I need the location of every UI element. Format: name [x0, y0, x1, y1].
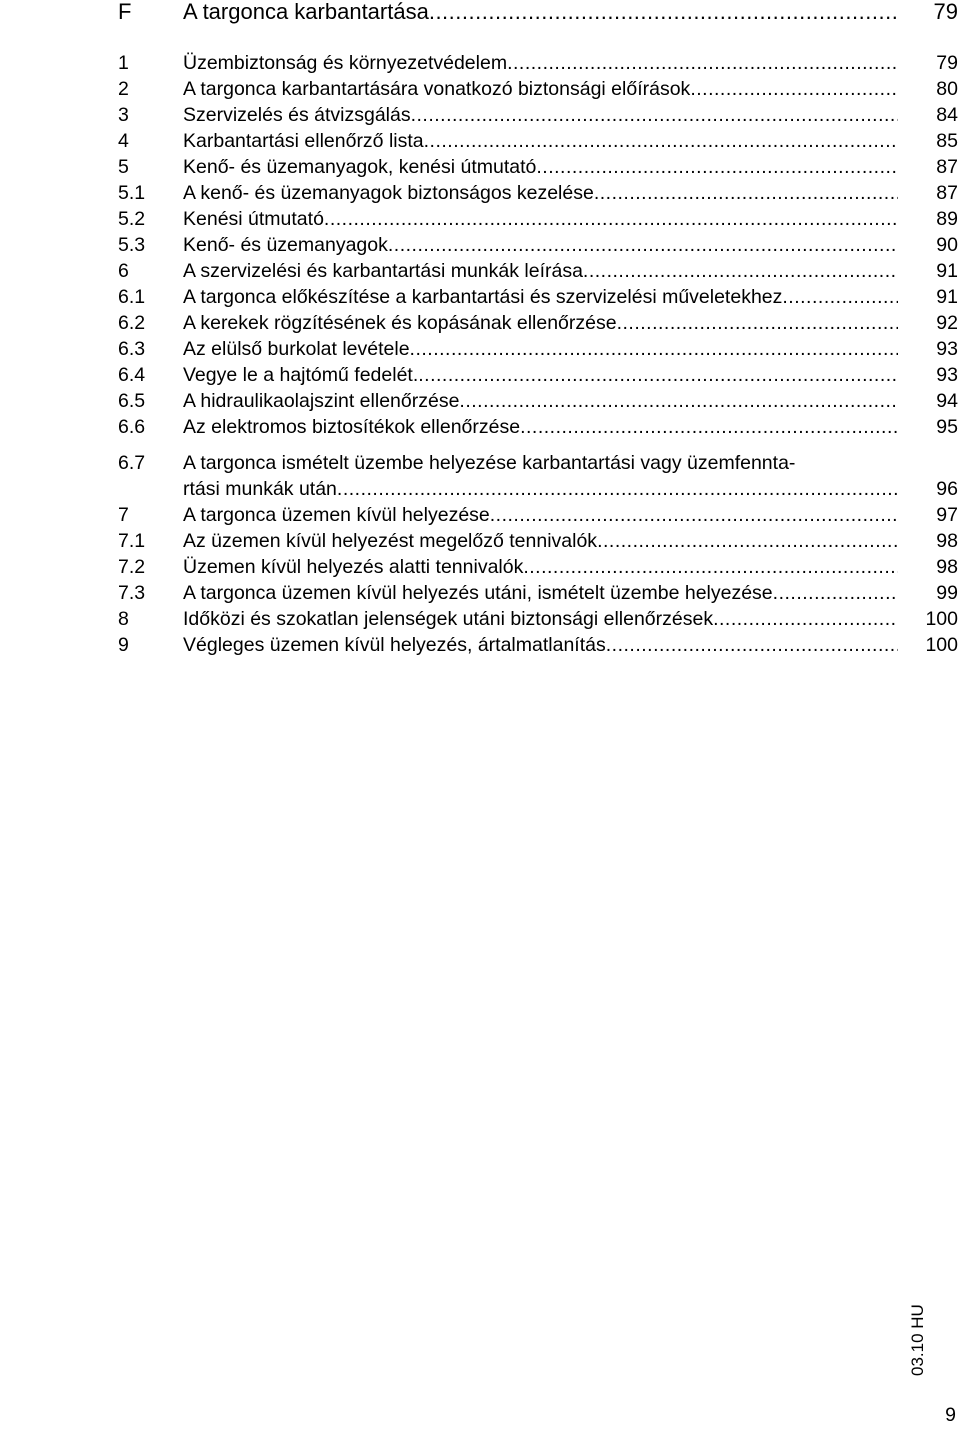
toc-entry-number: 6.3	[118, 338, 146, 360]
toc-entry-title: Üzembiztonság és környezetvédelem	[183, 52, 508, 74]
toc-leader-dots	[324, 206, 898, 232]
toc-leader-dots	[507, 50, 898, 76]
toc-entry-title: Karbantartási ellenőrző lista	[183, 130, 424, 152]
toc-entry[interactable]	[118, 528, 958, 554]
toc-entry-number: 6.4	[118, 364, 146, 386]
toc-entry[interactable]	[118, 258, 958, 284]
toc-entry-page: 98	[936, 530, 958, 552]
toc-entry-number: 7.1	[118, 530, 146, 552]
toc-leader-dots	[410, 336, 898, 362]
toc-entry-number: 6	[118, 260, 129, 282]
toc-entry-title: Az üzemen kívül helyezést megelőző tennivalók	[183, 530, 598, 552]
toc-entry-page: 95	[936, 416, 958, 438]
toc-leader-dots	[337, 476, 898, 502]
toc-leader-dots	[523, 554, 898, 580]
toc-entry[interactable]	[118, 128, 958, 154]
toc-entry[interactable]	[118, 388, 958, 414]
document-code: 03.10 HU	[908, 1304, 927, 1376]
toc-entry-page: 92	[936, 312, 958, 334]
toc-entry-page: 91	[936, 286, 958, 308]
toc-heading-number: F	[118, 0, 132, 24]
toc-heading-page: 79	[933, 0, 958, 24]
toc-entry-page: 90	[936, 234, 958, 256]
toc-entry-page: 100	[925, 634, 958, 656]
toc-entry-number: 1	[118, 52, 129, 74]
toc-entry[interactable]	[118, 606, 958, 632]
toc-entry-page: 89	[936, 208, 958, 230]
toc-entry-number: 6.1	[118, 286, 146, 308]
toc-entry[interactable]	[118, 554, 958, 580]
toc-leader-dots	[411, 102, 898, 128]
toc-leader-dots	[583, 258, 898, 284]
toc-entry-title: Vegye le a hajtómű fedelét.	[183, 364, 419, 386]
toc-entry-title: A targonca előkészítése a karbantartási és szervizelési műveletekhez	[183, 286, 783, 308]
toc-entry-title: Kenési útmutató	[183, 208, 324, 230]
toc-entry[interactable]	[118, 580, 958, 606]
toc-entry[interactable]	[118, 232, 958, 258]
toc-leader-dots	[597, 528, 898, 554]
toc-entry[interactable]	[118, 284, 958, 310]
toc-entry-number: 5.2	[118, 208, 146, 230]
toc-leader-dots	[606, 632, 898, 658]
toc-leader-dots	[713, 606, 898, 632]
toc-entry-page: 79	[936, 52, 958, 74]
toc-entry-title: Szervizelés és átvizsgálás	[183, 104, 411, 126]
toc-entry-page: 87	[936, 156, 958, 178]
toc-entry-title: Kenő- és üzemanyagok	[183, 234, 388, 256]
toc-entry-number: 7	[118, 504, 129, 526]
toc-entry-number: 6.2	[118, 312, 146, 334]
toc-entry-title: A szervizelési és karbantartási munkák leírása	[183, 260, 583, 282]
toc-entry-number: 5	[118, 156, 129, 178]
toc-entry-page: 94	[936, 390, 958, 412]
toc-entry[interactable]	[118, 180, 958, 206]
toc-entry-title: A hidraulikaolajszint ellenőrzése	[183, 390, 460, 412]
toc-entry[interactable]	[118, 362, 958, 388]
toc-leader-dots	[617, 310, 898, 336]
toc-entry-title: Az elülső burkolat levétele	[183, 338, 410, 360]
toc-entry-title: Kenő- és üzemanyagok, kenési útmutató	[183, 156, 537, 178]
toc-leader-dots	[690, 76, 898, 102]
toc-entry-page: 91	[936, 260, 958, 282]
toc-entry[interactable]	[118, 206, 958, 232]
toc-entry[interactable]	[118, 50, 958, 76]
toc-entry-page: 96	[936, 478, 958, 500]
toc-leader-dots	[773, 580, 898, 606]
toc-entry[interactable]	[118, 310, 958, 336]
toc-entry-number: 6.7	[118, 452, 146, 474]
toc-heading[interactable]	[118, 0, 958, 26]
toc-entry-number: 5.3	[118, 234, 146, 256]
toc-entry-page: 100	[925, 608, 958, 630]
toc-entry-title: A targonca üzemen kívül helyezés utáni, ismételt üzembe helyezése	[183, 582, 773, 604]
toc-entry-title: Végleges üzemen kívül helyezés, ártalmatlanítás	[183, 634, 606, 656]
toc-heading-title: A targonca karbantartása	[183, 0, 429, 24]
toc-entry-number: 7.2	[118, 556, 146, 578]
toc-entry-page: 85	[936, 130, 958, 152]
toc-entry-title: Időközi és szokatlan jelenségek utáni biztonsági ellenőrzések	[183, 608, 714, 630]
toc-entry-title: Üzemen kívül helyezés alatti tennivalók	[183, 556, 524, 578]
toc-leader-dots	[424, 128, 898, 154]
toc-entry-number: 9	[118, 634, 129, 656]
toc-entry[interactable]	[118, 76, 958, 102]
toc-leader-dots	[388, 232, 898, 258]
toc-entry-page: 97	[936, 504, 958, 526]
toc-entry-number: 3	[118, 104, 129, 126]
toc-entry-page: 84	[936, 104, 958, 126]
toc-entry-title: A targonca ismételt üzembe helyezése karbantartási vagy üzemfennta-	[183, 452, 796, 474]
toc-entry-title-continued: rtási munkák után	[183, 478, 337, 500]
toc-entry-page: 98	[936, 556, 958, 578]
toc-leader-dots	[490, 502, 898, 528]
toc-entry-title: A kenő- és üzemanyagok biztonságos kezelése	[183, 182, 594, 204]
toc-entry-number: 7.3	[118, 582, 146, 604]
toc-entry[interactable]	[118, 502, 958, 528]
toc-entry-page: 93	[936, 338, 958, 360]
toc-entry-number: 6.5	[118, 390, 146, 412]
toc-entry-page: 93	[936, 364, 958, 386]
toc-entry-title: A targonca üzemen kívül helyezése	[183, 504, 490, 526]
toc-entry-number: 5.1	[118, 182, 146, 204]
toc-leader-dots	[418, 362, 898, 388]
toc-entry-number: 4	[118, 130, 129, 152]
toc-leader-dots	[536, 154, 898, 180]
toc-entry[interactable]	[118, 336, 958, 362]
toc-entry-number: 6.6	[118, 416, 146, 438]
toc-entry-number: 2	[118, 78, 129, 100]
toc-entry-page: 99	[936, 582, 958, 604]
toc-leader-dots	[429, 0, 898, 26]
toc-leader-dots	[782, 284, 898, 310]
toc-entry-number: 8	[118, 608, 129, 630]
page-number: 9	[945, 1404, 956, 1426]
toc-entry[interactable]	[118, 154, 958, 180]
toc-entry-title: A kerekek rögzítésének és kopásának ellenőrzése	[183, 312, 617, 334]
toc-entry[interactable]	[118, 102, 958, 128]
toc-entry[interactable]	[118, 414, 958, 440]
toc-entry[interactable]	[118, 632, 958, 658]
toc-entry-title: A targonca karbantartására vonatkozó biztonsági előírások	[183, 78, 691, 100]
toc-entry-page: 87	[936, 182, 958, 204]
toc-leader-dots	[594, 180, 898, 206]
toc-entry-page: 80	[936, 78, 958, 100]
toc-entry-title: Az elektromos biztosítékok ellenőrzése	[183, 416, 521, 438]
toc-entry[interactable]	[118, 450, 958, 502]
toc-leader-dots	[520, 414, 898, 440]
toc-leader-dots	[459, 388, 898, 414]
